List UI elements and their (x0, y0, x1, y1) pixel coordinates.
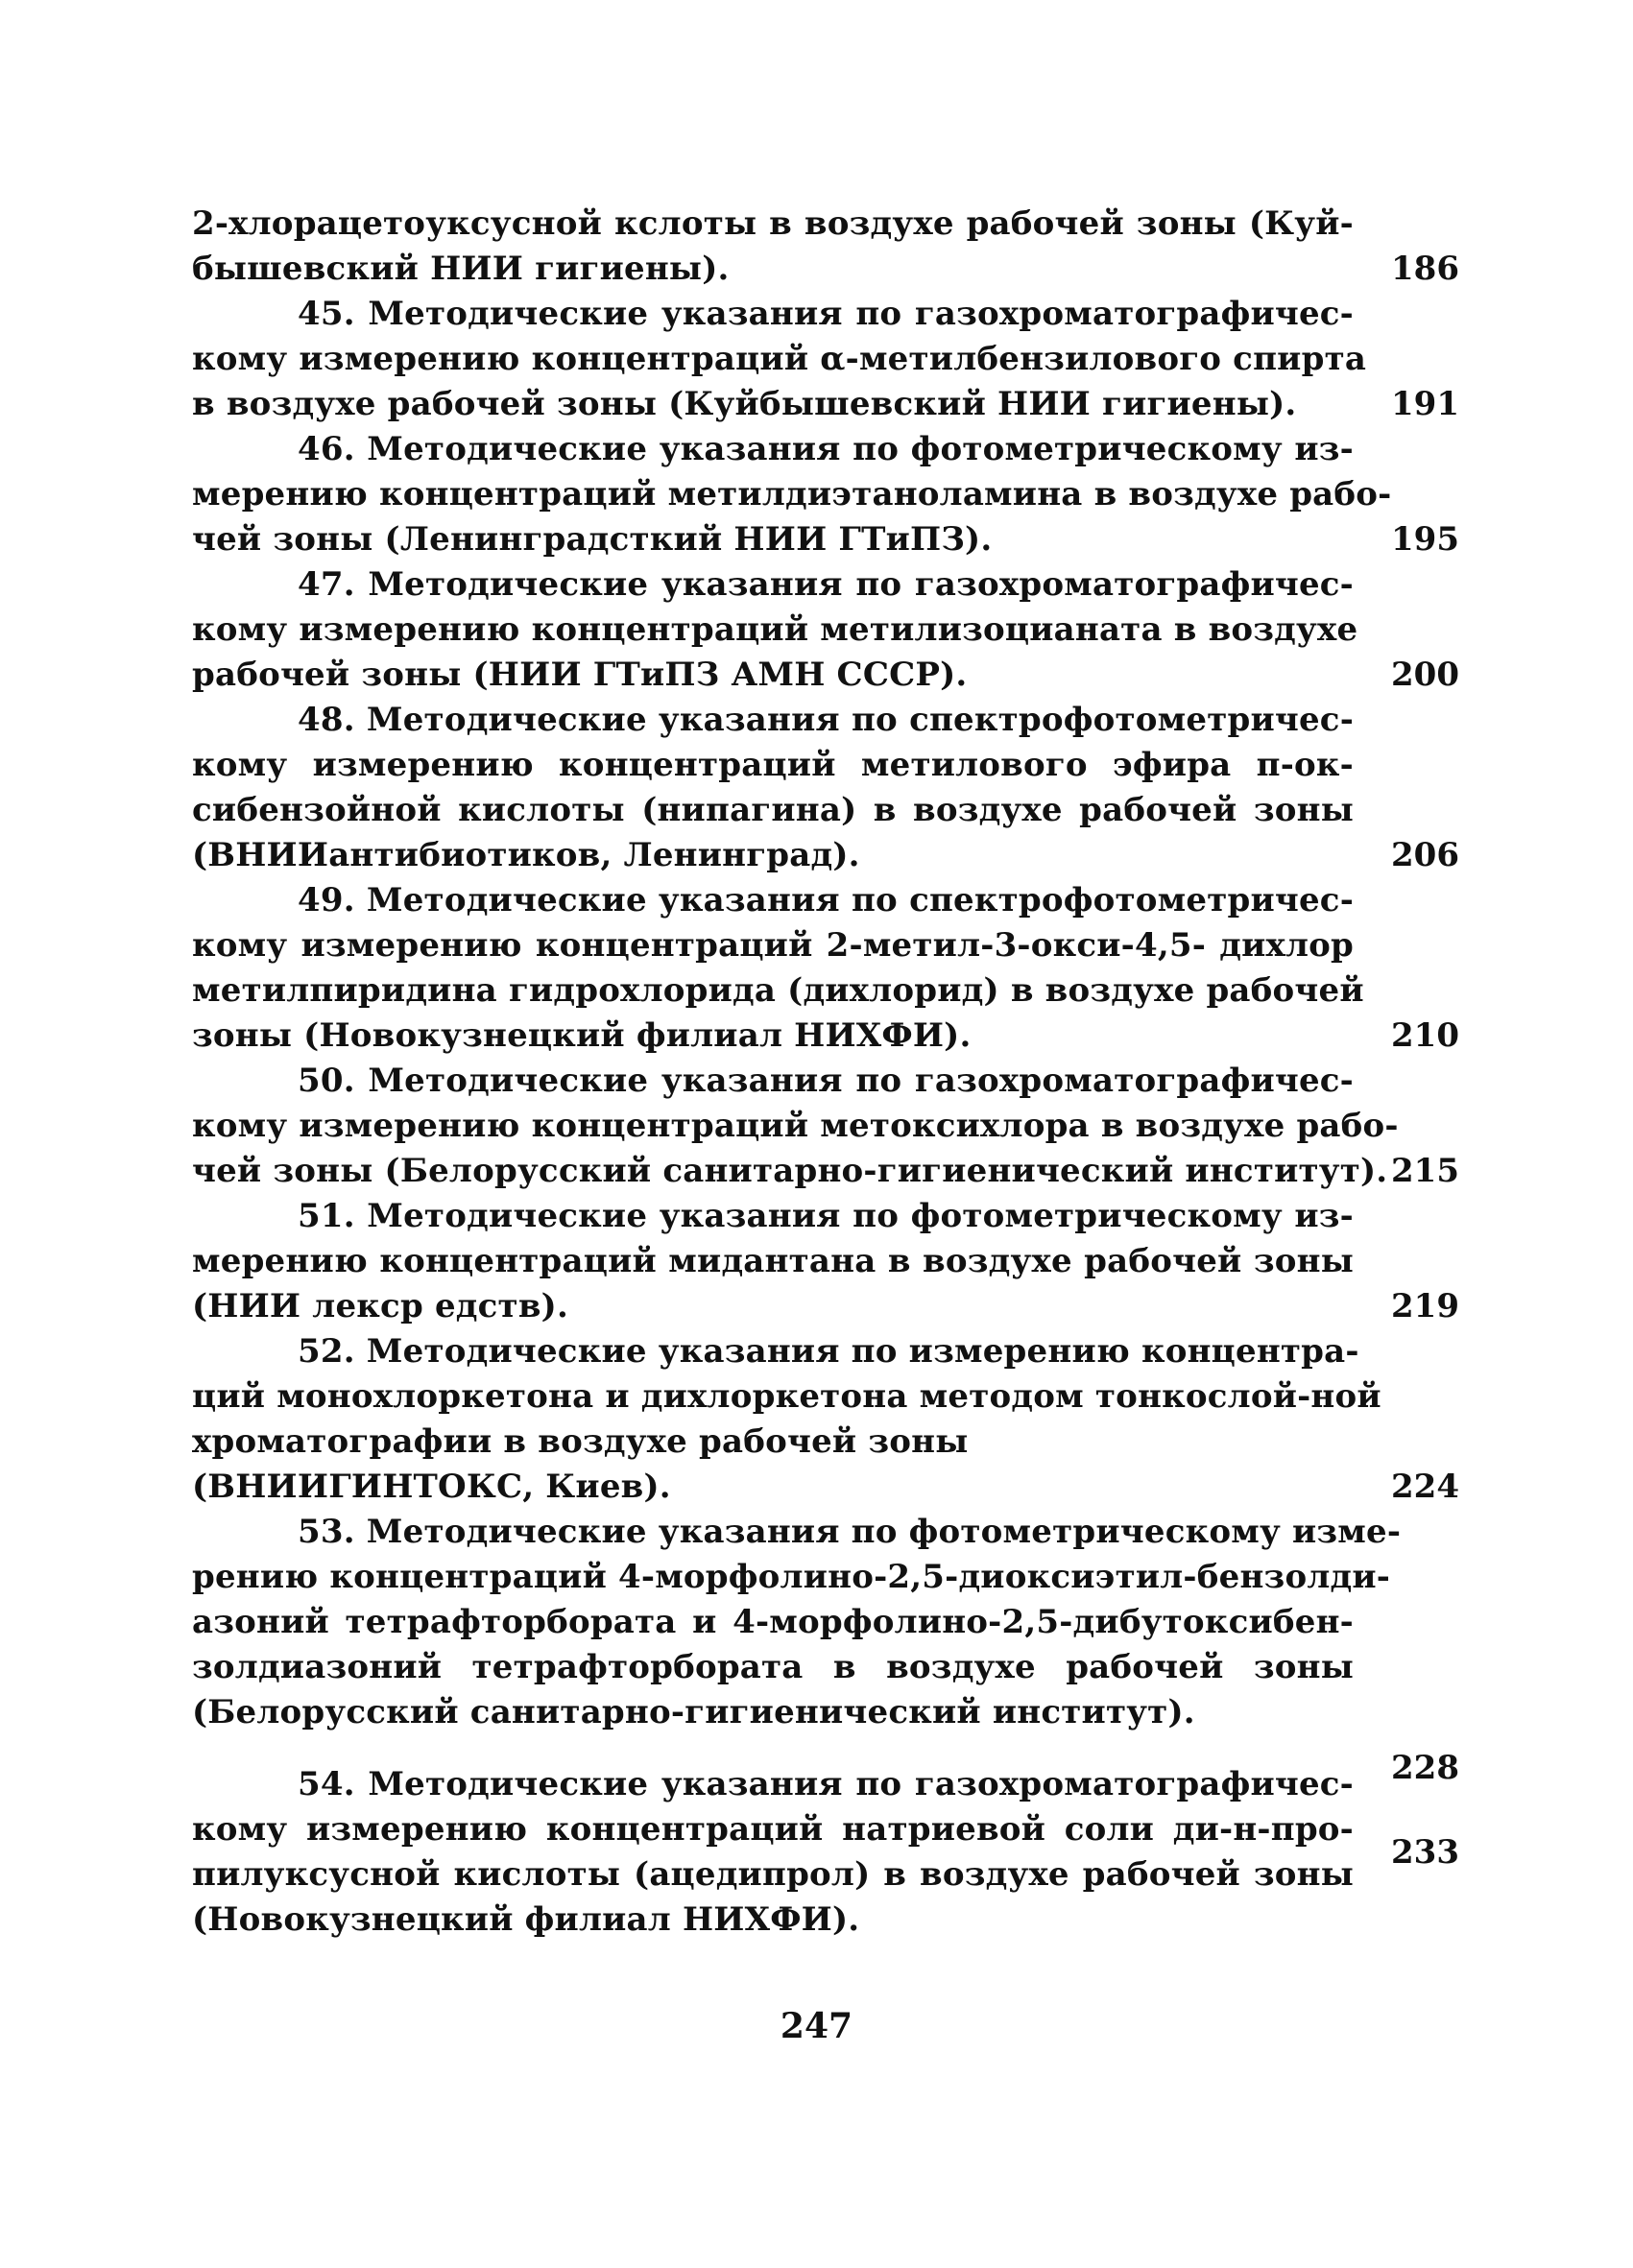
entry-line: метилпиридина гидрохлорида (дихлорид) в воздухе рабочей (192, 971, 1364, 1010)
entry-line: рению концентраций 4-морфолино-2,5-диоксиэтил-бензолди- (192, 1558, 1391, 1596)
entry-line: (НИИ лекср едств). (192, 1287, 568, 1325)
entry-line: 50. Методические указания по газохроматографичес- (298, 1062, 1354, 1100)
entry-line: 2-хлорацетоуксусной кслоты в воздухе рабочей зоны (Куй- (192, 204, 1354, 243)
entry-line: кому измерению концентраций α-метилбензилового спирта (192, 340, 1367, 378)
entry-text (192, 878, 1364, 1059)
entry-line: бышевский НИИ гигиены). (192, 250, 730, 288)
entry-line: кому измерению концентраций 2-метил-3-окси-4,5- дихлор (192, 926, 1354, 965)
entry-line: кому измерению концентраций натриевой соли ди-н-про- (192, 1810, 1354, 1849)
toc-entry (192, 1329, 1459, 1510)
toc-entry (192, 878, 1459, 1059)
entry-text (192, 1194, 1354, 1329)
entry-line: кому измерению концентраций метилизоцианата в воздухе (192, 610, 1358, 649)
entry-line: (ВНИИГИНТОКС, Киев). (192, 1468, 671, 1506)
page-reference: 200 (1391, 656, 1459, 694)
entry-line: 52. Методические указания по измерению концентра- (298, 1332, 1359, 1371)
entry-line: ций монохлоркетона и дихлоркетона методом тонкослой-ной (192, 1377, 1381, 1416)
page-reference: 224 (1391, 1468, 1459, 1506)
entry-line: пилуксусной кислоты (ацедипрол) в воздухе рабочей зоны (192, 1855, 1354, 1894)
entry-line: (ВНИИантибиотиков, Ленинград). (192, 836, 860, 874)
entry-line: (Белорусский санитарно-гигиенический институт). (192, 1693, 1195, 1731)
toc-entry (192, 202, 1459, 292)
toc-entry (192, 1194, 1459, 1329)
entry-text (192, 202, 1354, 292)
entry-line: 48. Методические указания по спектрофотометричес- (298, 701, 1354, 739)
toc-entry (192, 292, 1459, 427)
page-reference: 228 (1391, 1749, 1459, 1787)
entry-line: мерению концентраций метилдиэтаноламина в воздухе рабо- (192, 475, 1392, 513)
entry-text (192, 1762, 1354, 1943)
entry-line: сибензойной кислоты (нипагина) в воздухе рабочей зоны (192, 791, 1354, 829)
entry-line: чей зоны (Ленинградсткий НИИ ГТиПЗ). (192, 520, 993, 559)
entry-line: в воздухе рабочей зоны (Куйбышевский НИИ гигиены). (192, 385, 1297, 423)
entry-line: 51. Методические указания по фотометрическому из- (298, 1197, 1354, 1235)
toc-entry (192, 1059, 1459, 1194)
page-reference: 206 (1391, 836, 1459, 874)
entry-line: золдиазоний тетрафторбората в воздухе рабочей зоны (192, 1648, 1354, 1686)
entry-line: мерению концентраций мидантана в воздухе рабочей зоны (192, 1242, 1354, 1280)
entry-line: хроматографии в воздухе рабочей зоны (192, 1422, 969, 1461)
page-reference: 233 (1391, 1832, 1459, 1872)
entry-line: рабочей зоны (НИИ ГТиПЗ АМН СССР). (192, 656, 968, 694)
entry-text (192, 292, 1367, 427)
entry-line: (Новокузнецкий филиал НИХФИ). (192, 1900, 860, 1939)
entry-line: 53. Методические указания по фотометрическому изме- (298, 1513, 1402, 1551)
entry-text (192, 562, 1358, 698)
page-reference: 195 (1391, 520, 1459, 559)
entry-line: 49. Методические указания по спектрофотометричес- (298, 881, 1354, 919)
entry-line: 46. Методические указания по фотометрическому из- (298, 430, 1354, 468)
entry-line: 45. Методические указания по газохроматографичес- (298, 295, 1354, 333)
page-reference: 219 (1391, 1287, 1459, 1325)
page-reference: 210 (1391, 1016, 1459, 1055)
entry-line: чей зоны (Белорусский санитарно-гигиенический институт). (192, 1152, 1388, 1190)
page-reference: 191 (1391, 385, 1459, 423)
entry-line: 54. Методические указания по газохроматографичес- (298, 1765, 1354, 1803)
toc-entry (192, 562, 1459, 698)
entry-text (192, 1510, 1402, 1735)
page-reference: 215 (1391, 1152, 1459, 1190)
entry-text (192, 427, 1392, 562)
entry-line: кому измерению концентраций метилового эфира п-ок- (192, 746, 1354, 784)
page-number: 247 (780, 2006, 853, 2046)
page-reference: 186 (1391, 250, 1459, 288)
entry-line: кому измерению концентраций метоксихлора в воздухе рабо- (192, 1107, 1399, 1145)
toc-entry (192, 698, 1459, 878)
entry-text (192, 1329, 1381, 1510)
toc-entry (192, 1762, 1459, 1943)
table-of-contents (192, 202, 1459, 1943)
entry-text (192, 698, 1354, 878)
entry-line: 47. Методические указания по газохроматографичес- (298, 565, 1354, 604)
toc-entry (192, 427, 1459, 562)
entry-line: азоний тетрафторбората и 4-морфолино-2,5-дибутоксибен- (192, 1603, 1354, 1641)
entry-text (192, 1059, 1399, 1194)
entry-line: зоны (Новокузнецкий филиал НИХФИ). (192, 1016, 972, 1055)
